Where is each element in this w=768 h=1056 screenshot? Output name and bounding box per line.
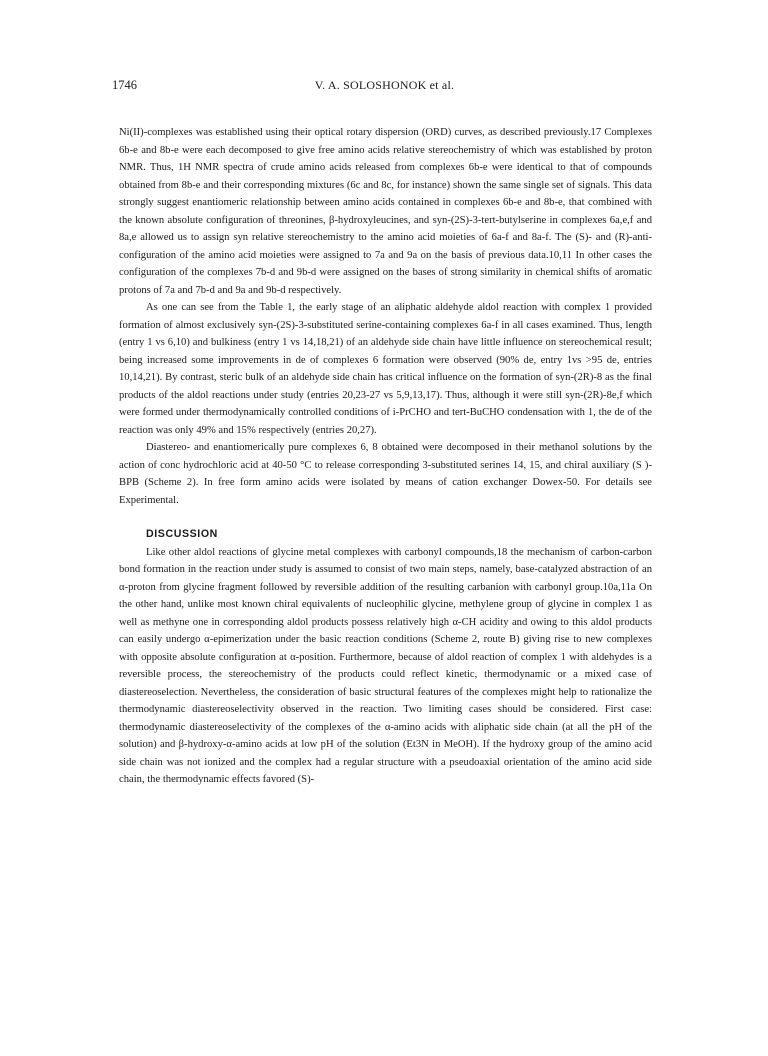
paragraph-discussion: Like other aldol reactions of glycine metal complexes with carbonyl compounds,18 the mechanism of carbon-carbon bond formation in the reaction under study is assumed to consist of two main steps, namely, base-catalyzed abstraction of an α-proton from glycine fragment followed by reversible addition of the resulting carbanion with carbonyl group.10a,11a On the other hand, unlike most known chiral equivalents of nucleophilic glycine, methylene group of glycine in complex 1 as well as methyne one in corresponding aldol products possess relatively high α-CH acidity and owing to this aldol products can easily undergo α-epimerization under the basic reaction conditions (Scheme 2, route B) giving rise to new complexes with opposite absolute configuration at α-position. Furthermore, because of aldol reaction of complex 1 with aldehydes is a reversible process, the stereochemistry of the products could reflect kinetic, thermodynamic or a mixed case of diastereoselection. Nevertheless, the consideration of basic structural features of the complexes might help to rationalize the thermodynamic diastereoselectivity observed in the reaction. Two limiting cases should be considered. First case: thermodynamic diastereoselectivity of the complexes of the α-amino acids with aliphatic side chain (at all the pH of the solution) and β-hydroxy-α-amino acids at low pH of the solution (Et3N in MeOH). If the hydroxy group of the amino acid side chain was not ionized and the complex had a regular structure with a pseudoaxial orientation of the amino acid side chain, the thermodynamic effects favored (S)- (119, 546, 652, 785)
paragraph-2: As one can see from the Table 1, the early stage of an aliphatic aldehyde aldol reaction with complex 1 provided formation of almost exclusively syn-(2S)-3-substituted serine-containing complexes 6a-f in all cases examined. Thus, length (entry 1 vs 6,10) and bulkiness (entry 1 vs 14,18,21) of an aldehyde side chain have little influence on stereochemical result; being increased some improvements in de of complexes 6 formation were observed (90% de, entry 1vs >95 de, entries 10,14,21). By contrast, steric bulk of an aldehyde side chain has critical influence on the formation of syn-(2R)-8 as the final products of the aldol reactions under study (entries 20,23-27 vs 5,9,13,17). Thus, although it were still syn-(2R)-8e,f which were formed under thermodynamically controlled conditions of i-PrCHO and tert-BuCHO condensation with 1, the de of the reaction was only 49% and 15% respectively (entries 20,27). (119, 302, 652, 436)
running-head: V. A. SOLOSHONOK et al. (314, 78, 455, 92)
page-number: 1746 (112, 78, 137, 92)
paragraph-3: Diastereo- and enantiomerically pure complexes 6, 8 obtained were decomposed in their methanol solutions by the action of conc hydrochloric acid at 40-50 °C to release corresponding 3-substituted serines 14, 15, and chiral auxiliary (S )-BPB (Scheme 2). In free form amino acids were isolated by means of cation exchanger Dowex-50. For details see Experimental. (119, 442, 652, 506)
page-header (112, 78, 657, 94)
paragraph-1: Ni(II)-complexes was established using their optical rotary dispersion (ORD) curves, as described previously.17 Complexes 6b-e and 8b-e were each decomposed to give free amino acids relative stereochemistry of which was established by proton NMR. Thus, 1H NMR spectra of crude amino acids released from complexes 6b-e were identical to that of compounds obtained from 8b-e and their corresponding mixtures (6c and 8c, for instance) shown the same single set of signals. This data strongly suggest enantiomeric relationship between amino acids contained in complexes 6b-e and 8b-e, that combined with the known absolute configuration of threonines, β-hydroxyleucines, and syn-(2S)-3-tert-butylserine in complexes 6a,e,f and 8a,e allowed us to assign syn relative stereochemistry to the amino acid moieties of 6a-f and 8a-f. The (S)- and (R)-anti-configuration of the amino acid moieties were assigned to 7a and 9a on the basis of previous data.10,11 In other cases the configuration of the complexes 7b-d and 9b-d were assigned on the bases of strong similarity in chemical shifts of aromatic protons of 7a and 7b-d and 9a and 9b-d respectively. (119, 127, 652, 296)
body-text (119, 124, 652, 789)
section-heading-discussion: DISCUSSION (146, 528, 218, 540)
